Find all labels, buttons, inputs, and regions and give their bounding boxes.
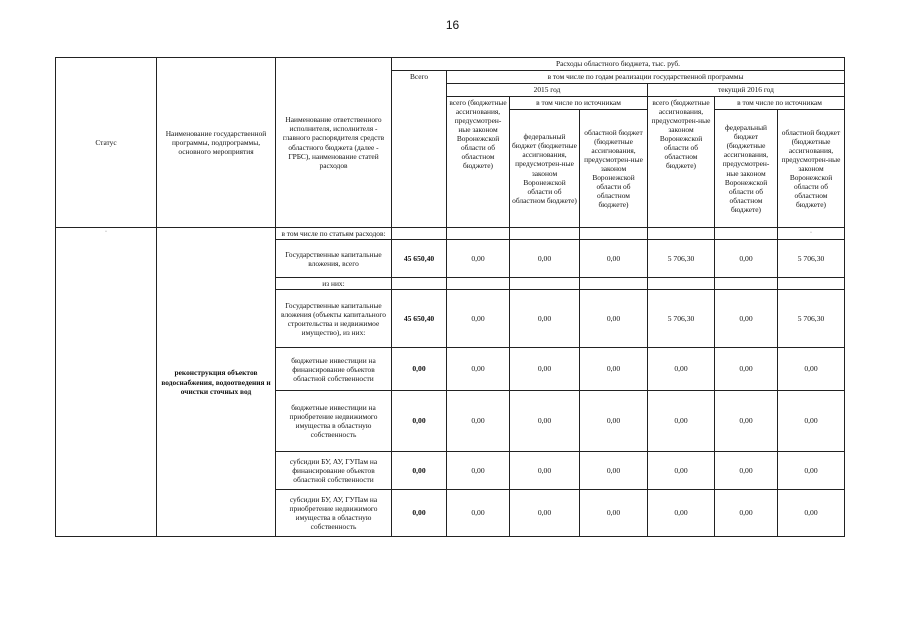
header-expenses: Расходы областного бюджета, тыс. руб. <box>392 58 845 71</box>
header-program-name: Наименование государственной программы, подпрограммы, основного мероприятия <box>157 58 276 228</box>
cell-empty <box>392 228 447 240</box>
page-number: 16 <box>445 18 460 32</box>
cell-2016-regional: 0,00 <box>778 348 845 391</box>
header-2015-regional: областной бюджет (бюджетные ассигнования, предусмотрен-ные законом Воронежской области об областном бюджете) <box>580 110 648 228</box>
cell-empty <box>648 278 715 290</box>
cell-2015-all: 0,00 <box>447 290 510 348</box>
sub-header-cell: в том числе по статьям расходов: <box>276 228 392 240</box>
header-year-2016: текущий 2016 год <box>648 84 845 97</box>
cell-empty <box>510 278 580 290</box>
cell-2015-all: 0,00 <box>447 391 510 452</box>
header-2016-by-sources: в том числе по источникам <box>715 97 845 110</box>
budget-table <box>55 57 845 537</box>
cell-2016-federal: 0,00 <box>715 240 778 278</box>
header-year-2015: 2015 год <box>447 84 648 97</box>
cell-2015-regional: 0,00 <box>580 490 648 537</box>
cell-2016-federal: 0,00 <box>715 452 778 490</box>
cell-total: 0,00 <box>392 391 447 452</box>
sub-header-mark: · <box>778 228 845 240</box>
cell-2015-federal: 0,00 <box>510 240 580 278</box>
cell-2016-federal: 0,00 <box>715 348 778 391</box>
cell-2016-regional: 0,00 <box>778 391 845 452</box>
cell-total: 45 650,40 <box>392 240 447 278</box>
cell-2015-regional: 0,00 <box>580 452 648 490</box>
cell-2016-all: 0,00 <box>648 452 715 490</box>
header-row-1 <box>56 58 845 71</box>
cell-2015-all: 0,00 <box>447 240 510 278</box>
cell-2015-all: 0,00 <box>447 452 510 490</box>
cell-total: 0,00 <box>392 452 447 490</box>
row-label: бюджетные инвестиции на финансирование объектов областной собственности <box>276 348 392 391</box>
table-row <box>56 228 845 240</box>
row-label: из них: <box>276 278 392 290</box>
cell-empty <box>648 228 715 240</box>
cell-2016-regional: 5 706,30 <box>778 290 845 348</box>
cell-empty <box>715 228 778 240</box>
cell-total: 0,00 <box>392 348 447 391</box>
cell-2015-federal: 0,00 <box>510 490 580 537</box>
cell-2015-federal: 0,00 <box>510 348 580 391</box>
cell-empty <box>392 278 447 290</box>
program-name-cell: реконструкция объектов водоснабжения, водоотведения и очистки сточных вод <box>157 228 276 537</box>
header-total: Всего <box>392 71 447 228</box>
cell-2015-regional: 0,00 <box>580 348 648 391</box>
cell-empty <box>580 228 648 240</box>
header-2016-regional: областной бюджет (бюджетные ассигнования, предусмотрен-ные законом Воронежской области об областном бюджете) <box>778 110 845 228</box>
header-2015-federal: федеральный бюджет (бюджетные ассигнования, предусмотрен-ные законом Воронежской области об областном бюджете) <box>510 110 580 228</box>
cell-2016-regional: 0,00 <box>778 490 845 537</box>
cell-empty <box>447 278 510 290</box>
row-label: бюджетные инвестиции на приобретение недвижимого имущества в областную собственность <box>276 391 392 452</box>
cell-2015-federal: 0,00 <box>510 391 580 452</box>
cell-2015-regional: 0,00 <box>580 240 648 278</box>
cell-2016-all: 5 706,30 <box>648 240 715 278</box>
cell-empty <box>715 278 778 290</box>
cell-2016-regional: 5 706,30 <box>778 240 845 278</box>
row-label: Государственные капитальные вложения (объекты капитального строительства и недвижимое имущество), из них: <box>276 290 392 348</box>
cell-2015-regional: 0,00 <box>580 391 648 452</box>
header-executor: Наименование ответственного исполнителя, исполнителя - главного распорядителя средств областного бюджета (далее - ГРБС), наименование статей расходов <box>276 58 392 228</box>
cell-total: 45 650,40 <box>392 290 447 348</box>
cell-empty <box>580 278 648 290</box>
cell-2016-federal: 0,00 <box>715 391 778 452</box>
cell-total: 0,00 <box>392 490 447 537</box>
row-label: Государственные капитальные вложения, всего <box>276 240 392 278</box>
row-label: субсидии БУ, АУ, ГУПам на финансирование объектов областной собственности <box>276 452 392 490</box>
cell-2016-regional: 0,00 <box>778 452 845 490</box>
cell-2016-all: 0,00 <box>648 391 715 452</box>
cell-2015-regional: 0,00 <box>580 290 648 348</box>
cell-2016-federal: 0,00 <box>715 490 778 537</box>
header-2016-all: всего (бюджетные ассигнования, предусмотрен-ные законом Воронежской области об областном бюджете) <box>648 97 715 228</box>
header-2015-by-sources: в том числе по источникам <box>510 97 648 110</box>
cell-2016-all: 0,00 <box>648 490 715 537</box>
cell-2015-federal: 0,00 <box>510 290 580 348</box>
cell-2015-all: 0,00 <box>447 348 510 391</box>
cell-empty <box>778 278 845 290</box>
cell-2015-all: 0,00 <box>447 490 510 537</box>
header-by-years: в том числе по годам реализации государственной программы <box>447 71 845 84</box>
cell-2015-federal: 0,00 <box>510 452 580 490</box>
cell-2016-all: 0,00 <box>648 348 715 391</box>
cell-empty <box>510 228 580 240</box>
cell-empty <box>447 228 510 240</box>
status-cell: · <box>56 228 157 537</box>
header-2016-federal: федеральный бюджет (бюджетные ассигнования, предусмотрен-ные законом Воронежской области об областном бюджете) <box>715 110 778 228</box>
cell-2016-all: 5 706,30 <box>648 290 715 348</box>
cell-2016-federal: 0,00 <box>715 290 778 348</box>
row-label: субсидии БУ, АУ, ГУПам на приобретение недвижимого имущества в областную собственность <box>276 490 392 537</box>
header-status: Статус <box>56 58 157 228</box>
header-2015-all: всего (бюджетные ассигнования, предусмотрен-ные законом Воронежской области об областном бюджете) <box>447 97 510 228</box>
